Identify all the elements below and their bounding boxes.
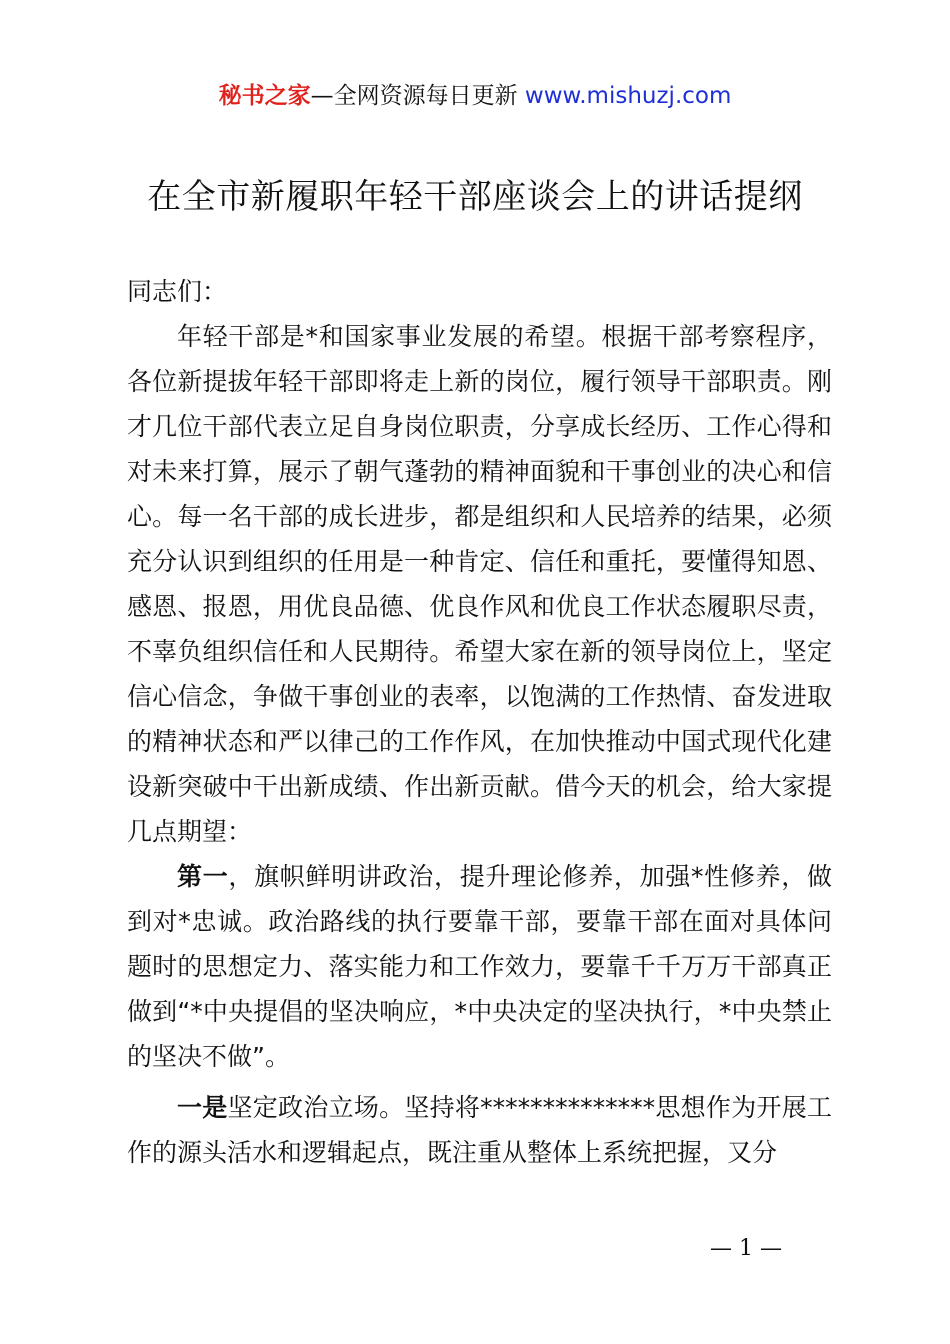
paragraph-text: 坚定政治立场。坚持将**************思想作为开展工作的源头活水和逻辑起点，既注重从整体上系统把握，又分 [127, 1093, 832, 1167]
page-number: — 1 — [710, 1236, 782, 1261]
paragraph-first-point [127, 854, 832, 1079]
document-body [127, 269, 832, 1175]
site-url-link[interactable]: www.mishuzj.com [524, 83, 732, 109]
site-brand: 秘书之家 [218, 83, 311, 109]
paragraph-intro [127, 314, 832, 854]
site-banner [0, 80, 950, 112]
paragraph-text: ，旗帜鲜明讲政治，提升理论修养，加强*性修养，做到对*忠诚。政治路线的执行要靠干部，要靠干部在面对具体问题时的思想定力、落实能力和工作效力，要靠千千万万干部真正做到“*中央提倡的坚决响应，*中央决定的坚决执行，*中央禁止的坚决不做”。 [127, 862, 832, 1071]
site-tagline: —全网资源每日更新 [310, 83, 518, 109]
paragraph-lead: 一是 [177, 1093, 228, 1122]
paragraph-sub-point-one [127, 1085, 832, 1175]
document-title: 在全市新履职年轻干部座谈会上的讲话提纲 [147, 177, 803, 217]
paragraph-text: 年轻干部是*和国家事业发展的希望。根据干部考察程序，各位新提拔年轻干部即将走上新的岗位，履行领导干部职责。刚才几位干部代表立足自身岗位职责，分享成长经历、工作心得和对未来打算，展示了朝气蓬勃的精神面貌和干事创业的决心和信心。每一名干部的成长进步，都是组织和人民培养的结果，必须充分认识到组织的任用是一种肯定、信任和重托，要懂得知恩、感恩、报恩，用优良品德、优良作风和优良工作状态履职尽责，不辜负组织信任和人民期待。希望大家在新的领导岗位上，坚定信心信念，争做干事创业的表率，以饱满的工作热情、奋发进取的精神状态和严以律己的工作作风，在加快推动中国式现代化建设新突破中干出新成绩、作出新贡献。借今天的机会，给大家提几点期望： [127, 322, 832, 846]
paragraph-lead: 第一 [177, 862, 229, 891]
salutation: 同志们： [127, 277, 228, 306]
